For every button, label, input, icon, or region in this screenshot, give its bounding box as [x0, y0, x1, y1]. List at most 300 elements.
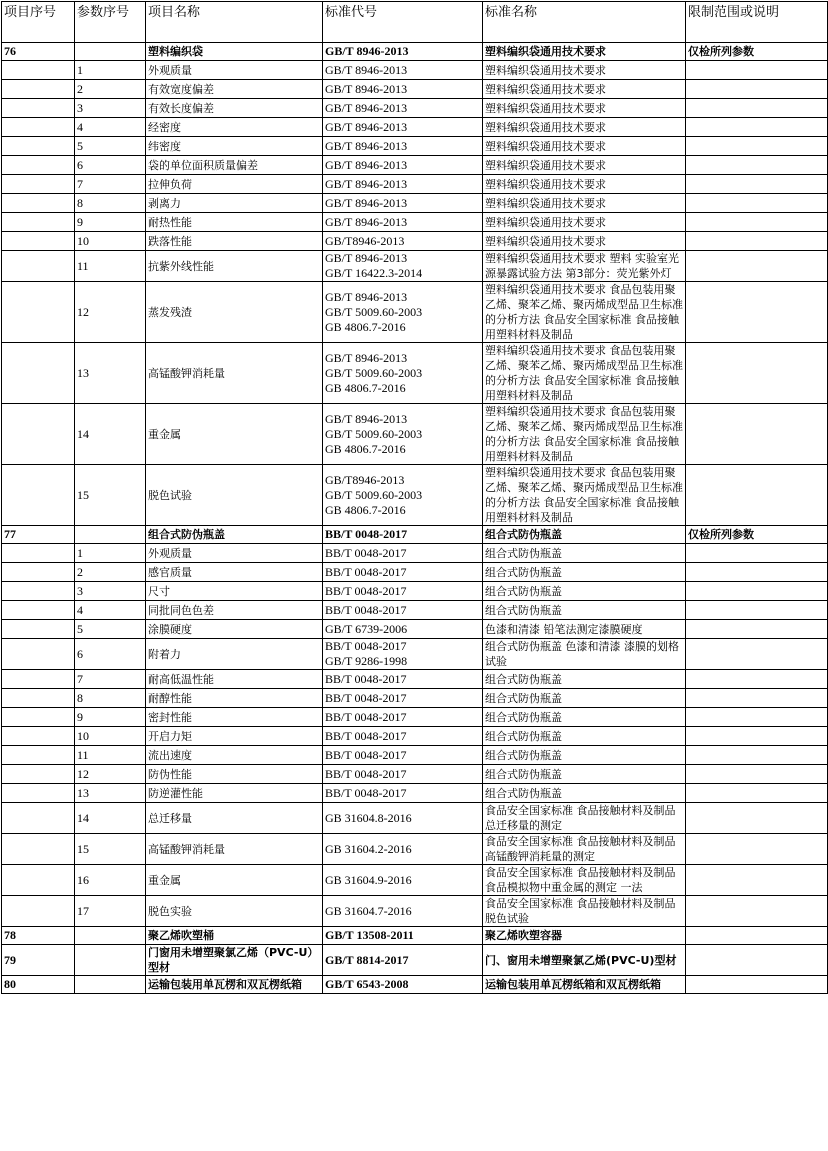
limit-note-cell: [686, 194, 828, 213]
project-number-cell: [2, 251, 75, 282]
standard-code: GB 31604.9-2016: [325, 872, 412, 887]
project-number-cell: [2, 80, 75, 99]
limit-note-cell: [686, 251, 828, 282]
limit-note-cell: [686, 727, 828, 746]
project-name-cell: 剥离力: [146, 194, 323, 213]
table-row: [2, 582, 828, 601]
group-row: [2, 976, 828, 994]
standard-code-cell: [323, 213, 483, 232]
project-number-cell: [2, 639, 75, 670]
project-number-cell: [2, 175, 75, 194]
project-number-cell: [2, 708, 75, 727]
project-number-cell: [2, 118, 75, 137]
limit-note-cell: [686, 156, 828, 175]
param-number-cell: 7: [75, 175, 146, 194]
project-name-cell: 高锰酸钾消耗量: [146, 834, 323, 865]
standard-code: GB 31604.7-2016: [325, 903, 412, 918]
standard-code: GB/T 6739-2006: [325, 621, 408, 636]
group-row: [2, 945, 828, 976]
standard-code: GB/T 8946-2013: [325, 119, 408, 134]
standard-code: BB/T 0048-2017: [325, 728, 407, 743]
standard-code-cell: [323, 945, 483, 976]
standard-name-cell: 塑料编织袋通用技术要求: [483, 137, 686, 156]
standard-code: BB/T 0048-2017: [325, 690, 407, 705]
standard-code-cell: [323, 708, 483, 727]
project-name-cell: 涂膜硬度: [146, 620, 323, 639]
table-row: [2, 784, 828, 803]
standard-name-cell: 食品安全国家标准 食品接触材料及制品 脱色试验: [483, 896, 686, 927]
standard-name-cell: 塑料编织袋通用技术要求: [483, 43, 686, 61]
standard-code: GB/T 8946-2013: [325, 62, 408, 77]
group-row: [2, 43, 828, 61]
project-number-cell: [2, 465, 75, 526]
project-number-cell: [2, 896, 75, 927]
project-name-cell: 附着力: [146, 639, 323, 670]
standard-code: GB/T 5009.60-2003: [325, 365, 423, 380]
standard-code: GB/T8946-2013: [325, 233, 405, 248]
project-number-cell: [2, 601, 75, 620]
table-row: [2, 896, 828, 927]
param-number-cell: 2: [75, 80, 146, 99]
standard-code-cell: [323, 251, 483, 282]
project-number-cell: [2, 834, 75, 865]
header-standard-name: 标准名称: [483, 2, 686, 43]
table-row: [2, 156, 828, 175]
limit-note-cell: 仅检所列参数: [686, 43, 828, 61]
standard-name-cell: 塑料编织袋通用技术要求: [483, 175, 686, 194]
limit-note-cell: [686, 896, 828, 927]
standard-code-cell: [323, 727, 483, 746]
project-name-cell: 有效长度偏差: [146, 99, 323, 118]
param-number-cell: 9: [75, 213, 146, 232]
project-number-cell: [2, 865, 75, 896]
project-name-cell: 流出速度: [146, 746, 323, 765]
table-body: [2, 43, 828, 994]
project-name-cell: 耐热性能: [146, 213, 323, 232]
standard-code: GB/T 16422.3-2014: [325, 266, 423, 280]
table-row: [2, 282, 828, 343]
project-name-cell: 聚乙烯吹塑桶: [146, 927, 323, 945]
standard-name-cell: 塑料编织袋通用技术要求: [483, 156, 686, 175]
project-number-cell: [2, 765, 75, 784]
standard-code: GB/T 6543-2008: [325, 977, 409, 991]
standard-code: GB 4806.7-2016: [325, 380, 406, 395]
limit-note-cell: [686, 118, 828, 137]
standard-code: GB/T 8946-2013: [325, 157, 408, 172]
standards-table: [1, 1, 828, 994]
standard-code: BB/T 0048-2017: [325, 583, 407, 598]
project-number-cell: [2, 582, 75, 601]
standard-code-cell: [323, 465, 483, 526]
standard-name-cell: 运输包装用单瓦楞纸箱和双瓦楞纸箱: [483, 976, 686, 994]
project-number-cell: [2, 670, 75, 689]
standard-code: GB 31604.8-2016: [325, 810, 412, 825]
param-number-cell: 5: [75, 137, 146, 156]
standard-name-cell: 塑料编织袋通用技术要求 塑料 实验室光源暴露试验方法 第3部分：荧光紫外灯: [483, 251, 686, 282]
table-row: [2, 727, 828, 746]
standard-name-cell: 食品安全国家标准 食品接触材料及制品 总迁移量的测定: [483, 803, 686, 834]
header-project-no: 项目序号: [2, 2, 75, 43]
standard-code-cell: [323, 544, 483, 563]
table-row: [2, 251, 828, 282]
param-number-cell: 4: [75, 601, 146, 620]
limit-note-cell: [686, 834, 828, 865]
standard-name-cell: 组合式防伪瓶盖: [483, 765, 686, 784]
param-number-cell: 16: [75, 865, 146, 896]
limit-note-cell: [686, 784, 828, 803]
standard-code-cell: [323, 834, 483, 865]
standard-code-cell: [323, 232, 483, 251]
project-number-cell: 76: [2, 43, 75, 61]
standard-code: GB 4806.7-2016: [325, 441, 406, 456]
limit-note-cell: [686, 765, 828, 784]
standard-code: BB/T 0048-2017: [325, 766, 407, 781]
project-number-cell: [2, 61, 75, 80]
standard-code-cell: [323, 865, 483, 896]
table-row: [2, 213, 828, 232]
table-row: [2, 232, 828, 251]
limit-note-cell: [686, 639, 828, 670]
project-number-cell: [2, 563, 75, 582]
standard-code: GB/T 8946-2013: [325, 100, 408, 115]
project-name-cell: 有效宽度偏差: [146, 80, 323, 99]
header-limit-note: 限制范围或说明: [686, 2, 828, 43]
project-number-cell: 77: [2, 526, 75, 544]
limit-note-cell: [686, 582, 828, 601]
standard-name-cell: 塑料编织袋通用技术要求: [483, 232, 686, 251]
standard-code: GB 4806.7-2016: [325, 319, 406, 334]
standard-code-cell: [323, 620, 483, 639]
project-number-cell: [2, 784, 75, 803]
limit-note-cell: [686, 976, 828, 994]
project-name-cell: 跌落性能: [146, 232, 323, 251]
table-row: [2, 670, 828, 689]
header-standard-code: 标准代号: [323, 2, 483, 43]
standard-code: GB/T 8946-2013: [325, 195, 408, 210]
standard-code: GB/T 8946-2013: [325, 251, 408, 265]
standard-code-cell: [323, 282, 483, 343]
standard-name-cell: 塑料编织袋通用技术要求: [483, 99, 686, 118]
standard-code-cell: [323, 404, 483, 465]
param-number-cell: 5: [75, 620, 146, 639]
standard-code-cell: [323, 99, 483, 118]
standard-code: GB/T 5009.60-2003: [325, 426, 423, 441]
standard-name-cell: 色漆和清漆 铅笔法测定漆膜硬度: [483, 620, 686, 639]
project-name-cell: 防逆灌性能: [146, 784, 323, 803]
standard-name-cell: 组合式防伪瓶盖: [483, 582, 686, 601]
project-name-cell: 经密度: [146, 118, 323, 137]
project-name-cell: 总迁移量: [146, 803, 323, 834]
limit-note-cell: [686, 61, 828, 80]
standard-name-cell: 塑料编织袋通用技术要求: [483, 118, 686, 137]
param-number-cell: 2: [75, 563, 146, 582]
param-number-cell: 1: [75, 61, 146, 80]
project-number-cell: [2, 156, 75, 175]
standard-code: BB/T 0048-2017: [325, 747, 407, 762]
param-number-cell: 3: [75, 582, 146, 601]
project-name-cell: 重金属: [146, 865, 323, 896]
standard-code: BB/T 0048-2017: [325, 564, 407, 579]
table-row: [2, 689, 828, 708]
table-row: [2, 137, 828, 156]
limit-note-cell: [686, 232, 828, 251]
standard-name-cell: 门、窗用未增塑聚氯乙烯(PVC-U)型材: [483, 945, 686, 976]
standard-code-cell: [323, 746, 483, 765]
standard-name-cell: 组合式防伪瓶盖 色漆和清漆 漆膜的划格试验: [483, 639, 686, 670]
limit-note-cell: [686, 708, 828, 727]
standard-name-cell: 组合式防伪瓶盖: [483, 746, 686, 765]
limit-note-cell: [686, 865, 828, 896]
standard-code-cell: [323, 803, 483, 834]
table-row: [2, 639, 828, 670]
standard-name-cell: 组合式防伪瓶盖: [483, 689, 686, 708]
standard-code: GB/T 8946-2013: [325, 289, 408, 304]
standard-code-cell: [323, 689, 483, 708]
standard-code: GB/T8946-2013: [325, 472, 405, 487]
project-name-cell: 外观质量: [146, 544, 323, 563]
standard-code: GB/T 8946-2013: [325, 214, 408, 229]
project-number-cell: [2, 232, 75, 251]
standard-code: BB/T 0048-2017: [325, 671, 407, 686]
limit-note-cell: [686, 803, 828, 834]
table-row: [2, 99, 828, 118]
param-number-cell: 10: [75, 232, 146, 251]
standard-name-cell: 聚乙烯吹塑容器: [483, 927, 686, 945]
table-row: [2, 865, 828, 896]
limit-note-cell: [686, 620, 828, 639]
table-row: [2, 80, 828, 99]
standard-code-cell: [323, 976, 483, 994]
project-name-cell: 蒸发残渣: [146, 282, 323, 343]
param-number-cell: 7: [75, 670, 146, 689]
standard-name-cell: 塑料编织袋通用技术要求: [483, 213, 686, 232]
standard-code-cell: [323, 194, 483, 213]
project-number-cell: [2, 282, 75, 343]
project-number-cell: [2, 803, 75, 834]
table-row: [2, 118, 828, 137]
project-name-cell: 外观质量: [146, 61, 323, 80]
project-name-cell: 重金属: [146, 404, 323, 465]
standard-name-cell: 塑料编织袋通用技术要求: [483, 80, 686, 99]
table-row: [2, 61, 828, 80]
param-number-cell: 4: [75, 118, 146, 137]
standard-code-cell: [323, 137, 483, 156]
table-row: [2, 746, 828, 765]
header-row: [2, 2, 828, 43]
standard-code-cell: [323, 639, 483, 670]
standard-code: GB 4806.7-2016: [325, 502, 406, 517]
standard-code: GB/T 8946-2013: [325, 411, 408, 426]
param-number-cell: 8: [75, 194, 146, 213]
limit-note-cell: [686, 689, 828, 708]
param-number-cell: 9: [75, 708, 146, 727]
table-row: [2, 834, 828, 865]
standard-name-cell: 塑料编织袋通用技术要求 食品包装用聚乙烯、聚苯乙烯、聚丙烯成型品卫生标准的分析方法 食品安全国家标准 食品接触用塑料材料及制品: [483, 343, 686, 404]
param-number-cell: 13: [75, 784, 146, 803]
project-name-cell: 开启力矩: [146, 727, 323, 746]
param-number-cell: 15: [75, 465, 146, 526]
standard-name-cell: 组合式防伪瓶盖: [483, 526, 686, 544]
project-name-cell: 门窗用未增塑聚氯乙烯（PVC-U）型材: [146, 945, 323, 976]
standard-code-cell: [323, 563, 483, 582]
project-number-cell: [2, 727, 75, 746]
standard-code-cell: [323, 80, 483, 99]
standard-code: GB/T 5009.60-2003: [325, 304, 423, 319]
standard-name-cell: 食品安全国家标准 食品接触材料及制品 食品模拟物中重金属的测定 一法: [483, 865, 686, 896]
param-number-cell: 11: [75, 251, 146, 282]
standard-code-cell: [323, 670, 483, 689]
standard-code-cell: [323, 784, 483, 803]
standard-code: BB/T 0048-2017: [325, 639, 407, 653]
standard-code-cell: [323, 156, 483, 175]
standard-name-cell: 食品安全国家标准 食品接触材料及制品 高锰酸钾消耗量的测定: [483, 834, 686, 865]
table-row: [2, 175, 828, 194]
standard-code-cell: [323, 927, 483, 945]
project-number-cell: [2, 620, 75, 639]
project-name-cell: 耐醇性能: [146, 689, 323, 708]
standard-name-cell: 组合式防伪瓶盖: [483, 727, 686, 746]
standard-code: GB/T 9286-1998: [325, 654, 408, 668]
standard-code: GB/T 13508-2011: [325, 928, 414, 942]
param-number-cell: 14: [75, 803, 146, 834]
group-row: [2, 526, 828, 544]
project-name-cell: 脱色实验: [146, 896, 323, 927]
standard-code-cell: [323, 582, 483, 601]
param-number-cell: [75, 976, 146, 994]
standard-name-cell: 组合式防伪瓶盖: [483, 563, 686, 582]
project-name-cell: 拉伸负荷: [146, 175, 323, 194]
project-name-cell: 耐高低温性能: [146, 670, 323, 689]
standard-code-cell: [323, 601, 483, 620]
project-number-cell: [2, 746, 75, 765]
param-number-cell: 11: [75, 746, 146, 765]
limit-note-cell: [686, 137, 828, 156]
project-number-cell: [2, 213, 75, 232]
standard-code: GB/T 8946-2013: [325, 176, 408, 191]
param-number-cell: [75, 945, 146, 976]
standard-name-cell: 组合式防伪瓶盖: [483, 670, 686, 689]
project-name-cell: 同批同色色差: [146, 601, 323, 620]
limit-note-cell: [686, 80, 828, 99]
param-number-cell: [75, 43, 146, 61]
limit-note-cell: [686, 175, 828, 194]
table-row: [2, 803, 828, 834]
standard-name-cell: 组合式防伪瓶盖: [483, 708, 686, 727]
limit-note-cell: [686, 99, 828, 118]
project-name-cell: 高锰酸钾消耗量: [146, 343, 323, 404]
standard-name-cell: 塑料编织袋通用技术要求: [483, 61, 686, 80]
limit-note-cell: [686, 563, 828, 582]
param-number-cell: [75, 526, 146, 544]
param-number-cell: 10: [75, 727, 146, 746]
standard-code-cell: [323, 896, 483, 927]
table-row: [2, 563, 828, 582]
limit-note-cell: [686, 465, 828, 526]
table-row: [2, 465, 828, 526]
project-name-cell: 脱色试验: [146, 465, 323, 526]
limit-note-cell: [686, 746, 828, 765]
standard-code: GB/T 8946-2013: [325, 81, 408, 96]
project-number-cell: [2, 343, 75, 404]
standard-code-cell: [323, 118, 483, 137]
standard-code-cell: [323, 343, 483, 404]
standard-name-cell: 组合式防伪瓶盖: [483, 544, 686, 563]
project-number-cell: 78: [2, 927, 75, 945]
standard-code-cell: [323, 526, 483, 544]
standard-name-cell: 组合式防伪瓶盖: [483, 784, 686, 803]
project-name-cell: 密封性能: [146, 708, 323, 727]
table-row: [2, 708, 828, 727]
limit-note-cell: [686, 404, 828, 465]
param-number-cell: 6: [75, 639, 146, 670]
standard-name-cell: 塑料编织袋通用技术要求 食品包装用聚乙烯、聚苯乙烯、聚丙烯成型品卫生标准的分析方法 食品安全国家标准 食品接触用塑料材料及制品: [483, 404, 686, 465]
limit-note-cell: [686, 213, 828, 232]
standard-code-cell: [323, 175, 483, 194]
param-number-cell: [75, 927, 146, 945]
project-name-cell: 感官质量: [146, 563, 323, 582]
project-number-cell: [2, 137, 75, 156]
standard-code: GB/T 8946-2013: [325, 138, 408, 153]
standard-code: GB 31604.2-2016: [325, 841, 412, 856]
param-number-cell: 14: [75, 404, 146, 465]
table-row: [2, 404, 828, 465]
project-name-cell: 运输包装用单瓦楞和双瓦楞纸箱: [146, 976, 323, 994]
param-number-cell: 17: [75, 896, 146, 927]
standard-code: BB/T 0048-2017: [325, 602, 407, 617]
limit-note-cell: [686, 544, 828, 563]
project-name-cell: 抗紫外线性能: [146, 251, 323, 282]
project-name-cell: 纬密度: [146, 137, 323, 156]
project-number-cell: [2, 689, 75, 708]
standard-code: GB/T 5009.60-2003: [325, 487, 423, 502]
group-row: [2, 927, 828, 945]
project-number-cell: [2, 544, 75, 563]
limit-note-cell: [686, 282, 828, 343]
project-number-cell: [2, 99, 75, 118]
param-number-cell: 8: [75, 689, 146, 708]
standard-code: GB/T 8814-2017: [325, 952, 409, 967]
standard-code: BB/T 0048-2017: [325, 527, 408, 541]
standard-name-cell: 组合式防伪瓶盖: [483, 601, 686, 620]
limit-note-cell: [686, 927, 828, 945]
param-number-cell: 15: [75, 834, 146, 865]
project-name-cell: 组合式防伪瓶盖: [146, 526, 323, 544]
standard-code: BB/T 0048-2017: [325, 545, 407, 560]
limit-note-cell: [686, 670, 828, 689]
table-row: [2, 765, 828, 784]
project-number-cell: [2, 404, 75, 465]
param-number-cell: 13: [75, 343, 146, 404]
param-number-cell: 6: [75, 156, 146, 175]
standard-code-cell: [323, 61, 483, 80]
param-number-cell: 12: [75, 282, 146, 343]
project-number-cell: 80: [2, 976, 75, 994]
header-param-no: 参数序号: [75, 2, 146, 43]
param-number-cell: 12: [75, 765, 146, 784]
project-name-cell: 尺寸: [146, 582, 323, 601]
standard-code: GB/T 8946-2013: [325, 350, 408, 365]
standard-name-cell: 塑料编织袋通用技术要求: [483, 194, 686, 213]
project-name-cell: 袋的单位面积质量偏差: [146, 156, 323, 175]
table-row: [2, 343, 828, 404]
limit-note-cell: [686, 601, 828, 620]
project-number-cell: 79: [2, 945, 75, 976]
standard-code-cell: [323, 43, 483, 61]
table-row: [2, 620, 828, 639]
standard-code: BB/T 0048-2017: [325, 709, 407, 724]
table-row: [2, 194, 828, 213]
param-number-cell: 3: [75, 99, 146, 118]
